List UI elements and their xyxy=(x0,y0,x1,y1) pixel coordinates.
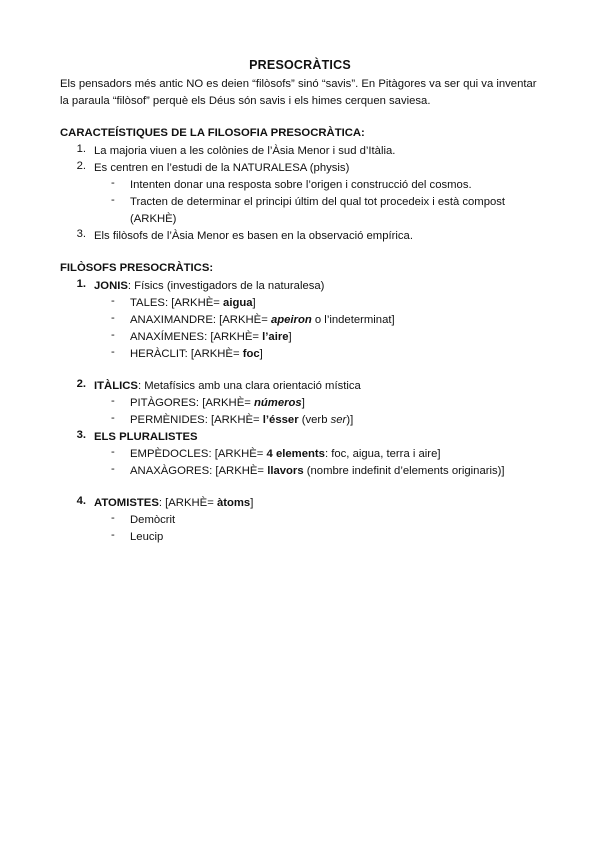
intro-paragraph xyxy=(60,76,560,110)
list-number: 3. xyxy=(76,228,86,240)
philosopher-label: HERÀCLIT: [ARKHÈ= xyxy=(130,348,243,360)
philosopher-suffix: ] xyxy=(288,331,292,343)
philosophers-heading: FILÒSOFS PRESOCRÀTICS: xyxy=(60,262,214,274)
group-name: ITÀLICS xyxy=(94,380,138,392)
philosopher-suffix-italic: ser xyxy=(330,414,347,426)
philosopher-suffix: ] xyxy=(259,348,263,360)
group-jonis xyxy=(94,278,324,294)
dash-bullet: - xyxy=(111,463,115,475)
arkhe-value: l’aire xyxy=(262,331,289,343)
philosopher-label: ANAXIMANDRE: [ARKHÈ= xyxy=(130,314,271,326)
philosopher-item xyxy=(130,295,256,311)
group-name: ATOMISTES xyxy=(94,497,159,509)
dash-bullet: - xyxy=(111,346,115,358)
intro-line-2: la paraula “filòsof” perquè els Déus són savis i els himes cerquen saviesa. xyxy=(60,95,431,107)
philosopher-item xyxy=(130,329,292,345)
dash-bullet: - xyxy=(111,446,115,458)
list-item: Es centren en l’estudi de la NATURALESA (physis) xyxy=(94,162,350,174)
group-number: 4. xyxy=(76,495,86,507)
group-number: 2. xyxy=(76,378,86,390)
philosopher-suffix: (verb xyxy=(298,414,331,426)
philosopher-item xyxy=(130,463,505,479)
group-description: : Físics (investigadors de la naturalesa) xyxy=(127,280,325,292)
dash-bullet: - xyxy=(111,412,115,424)
dash-bullet: - xyxy=(111,177,115,189)
list-item: La majoria viuen a les colònies de l’Àsia Menor i sud d’Itàlia. xyxy=(94,145,396,157)
philosopher-suffix-end: )] xyxy=(346,414,354,426)
group-description: : [ARKHÈ= xyxy=(158,497,217,509)
group-atomistes xyxy=(94,495,253,511)
list-item: Els filòsofs de l’Àsia Menor es basen en la observació empírica. xyxy=(94,230,413,242)
group-italics xyxy=(94,378,361,394)
dash-bullet: - xyxy=(111,529,115,541)
page-title: PRESOCRÀTICS xyxy=(249,58,351,72)
philosopher-item xyxy=(130,346,263,362)
dash-bullet: - xyxy=(111,312,115,324)
philosopher-label: ANAXÀGORES: [ARKHÈ= xyxy=(130,465,268,477)
arkhe-value: àtoms xyxy=(216,497,251,509)
philosopher-label: EMPÈDOCLES: [ARKHÈ= xyxy=(130,448,267,460)
sub-list-item-continued: (ARKHÈ) xyxy=(130,213,177,225)
philosopher-item xyxy=(130,412,353,428)
philosopher-label: TALES: [ARKHÈ= xyxy=(130,297,224,309)
philosopher-label: ANAXÍMENES: [ARKHÈ= xyxy=(130,331,263,343)
philosopher-suffix: (nombre indefinit d’elements originaris)] xyxy=(303,465,505,477)
philosopher-suffix: o l’indeterminat] xyxy=(311,314,395,326)
philosopher-item xyxy=(130,312,395,328)
dash-bullet: - xyxy=(111,395,115,407)
arkhe-value: 4 elements xyxy=(266,448,325,460)
arkhe-value: aigua xyxy=(223,297,253,309)
dash-bullet: - xyxy=(111,295,115,307)
group-pluralistes: ELS PLURALISTES xyxy=(94,431,198,443)
group-name: JONIS xyxy=(94,280,128,292)
philosopher-suffix: ] xyxy=(301,397,305,409)
philosopher-label: PERMÈNIDES: [ARKHÈ= xyxy=(130,414,263,426)
philosopher-suffix: : foc, aigua, terra i aire] xyxy=(324,448,441,460)
arkhe-value: apeiron xyxy=(270,314,312,326)
philosopher-item: Leucip xyxy=(130,531,164,543)
sub-list-item: Intenten donar una resposta sobre l’origen i construcció del cosmos. xyxy=(130,179,472,191)
philosopher-item: Demòcrit xyxy=(130,514,176,526)
philosopher-item xyxy=(130,395,305,411)
intro-line-1: Els pensadors més antic NO es deien “filòsofs” sinó “savis”. En Pitàgores va ser qui va inventar xyxy=(60,78,537,90)
philosopher-item xyxy=(130,446,441,462)
dash-bullet: - xyxy=(111,194,115,206)
arkhe-value: números xyxy=(254,397,302,409)
arkhe-value: foc xyxy=(242,348,260,360)
arkhe-value: l’ésser xyxy=(262,414,299,426)
group-description-end: ] xyxy=(250,497,254,509)
group-number: 1. xyxy=(76,278,86,290)
arkhe-value: llavors xyxy=(267,465,304,477)
philosopher-suffix: ] xyxy=(252,297,256,309)
group-description: : Metafísics amb una clara orientació mística xyxy=(137,380,361,392)
characteristics-heading: CARACTEÍSTIQUES DE LA FILOSOFIA PRESOCRÀTICA: xyxy=(60,127,365,139)
list-number: 2. xyxy=(76,160,86,172)
list-number: 1. xyxy=(76,143,86,155)
group-number: 3. xyxy=(76,429,86,441)
dash-bullet: - xyxy=(111,329,115,341)
philosopher-label: PITÀGORES: [ARKHÈ= xyxy=(130,397,254,409)
dash-bullet: - xyxy=(111,512,115,524)
sub-list-item: Tracten de determinar el principi últim del qual tot procedeix i està compost xyxy=(130,196,506,208)
